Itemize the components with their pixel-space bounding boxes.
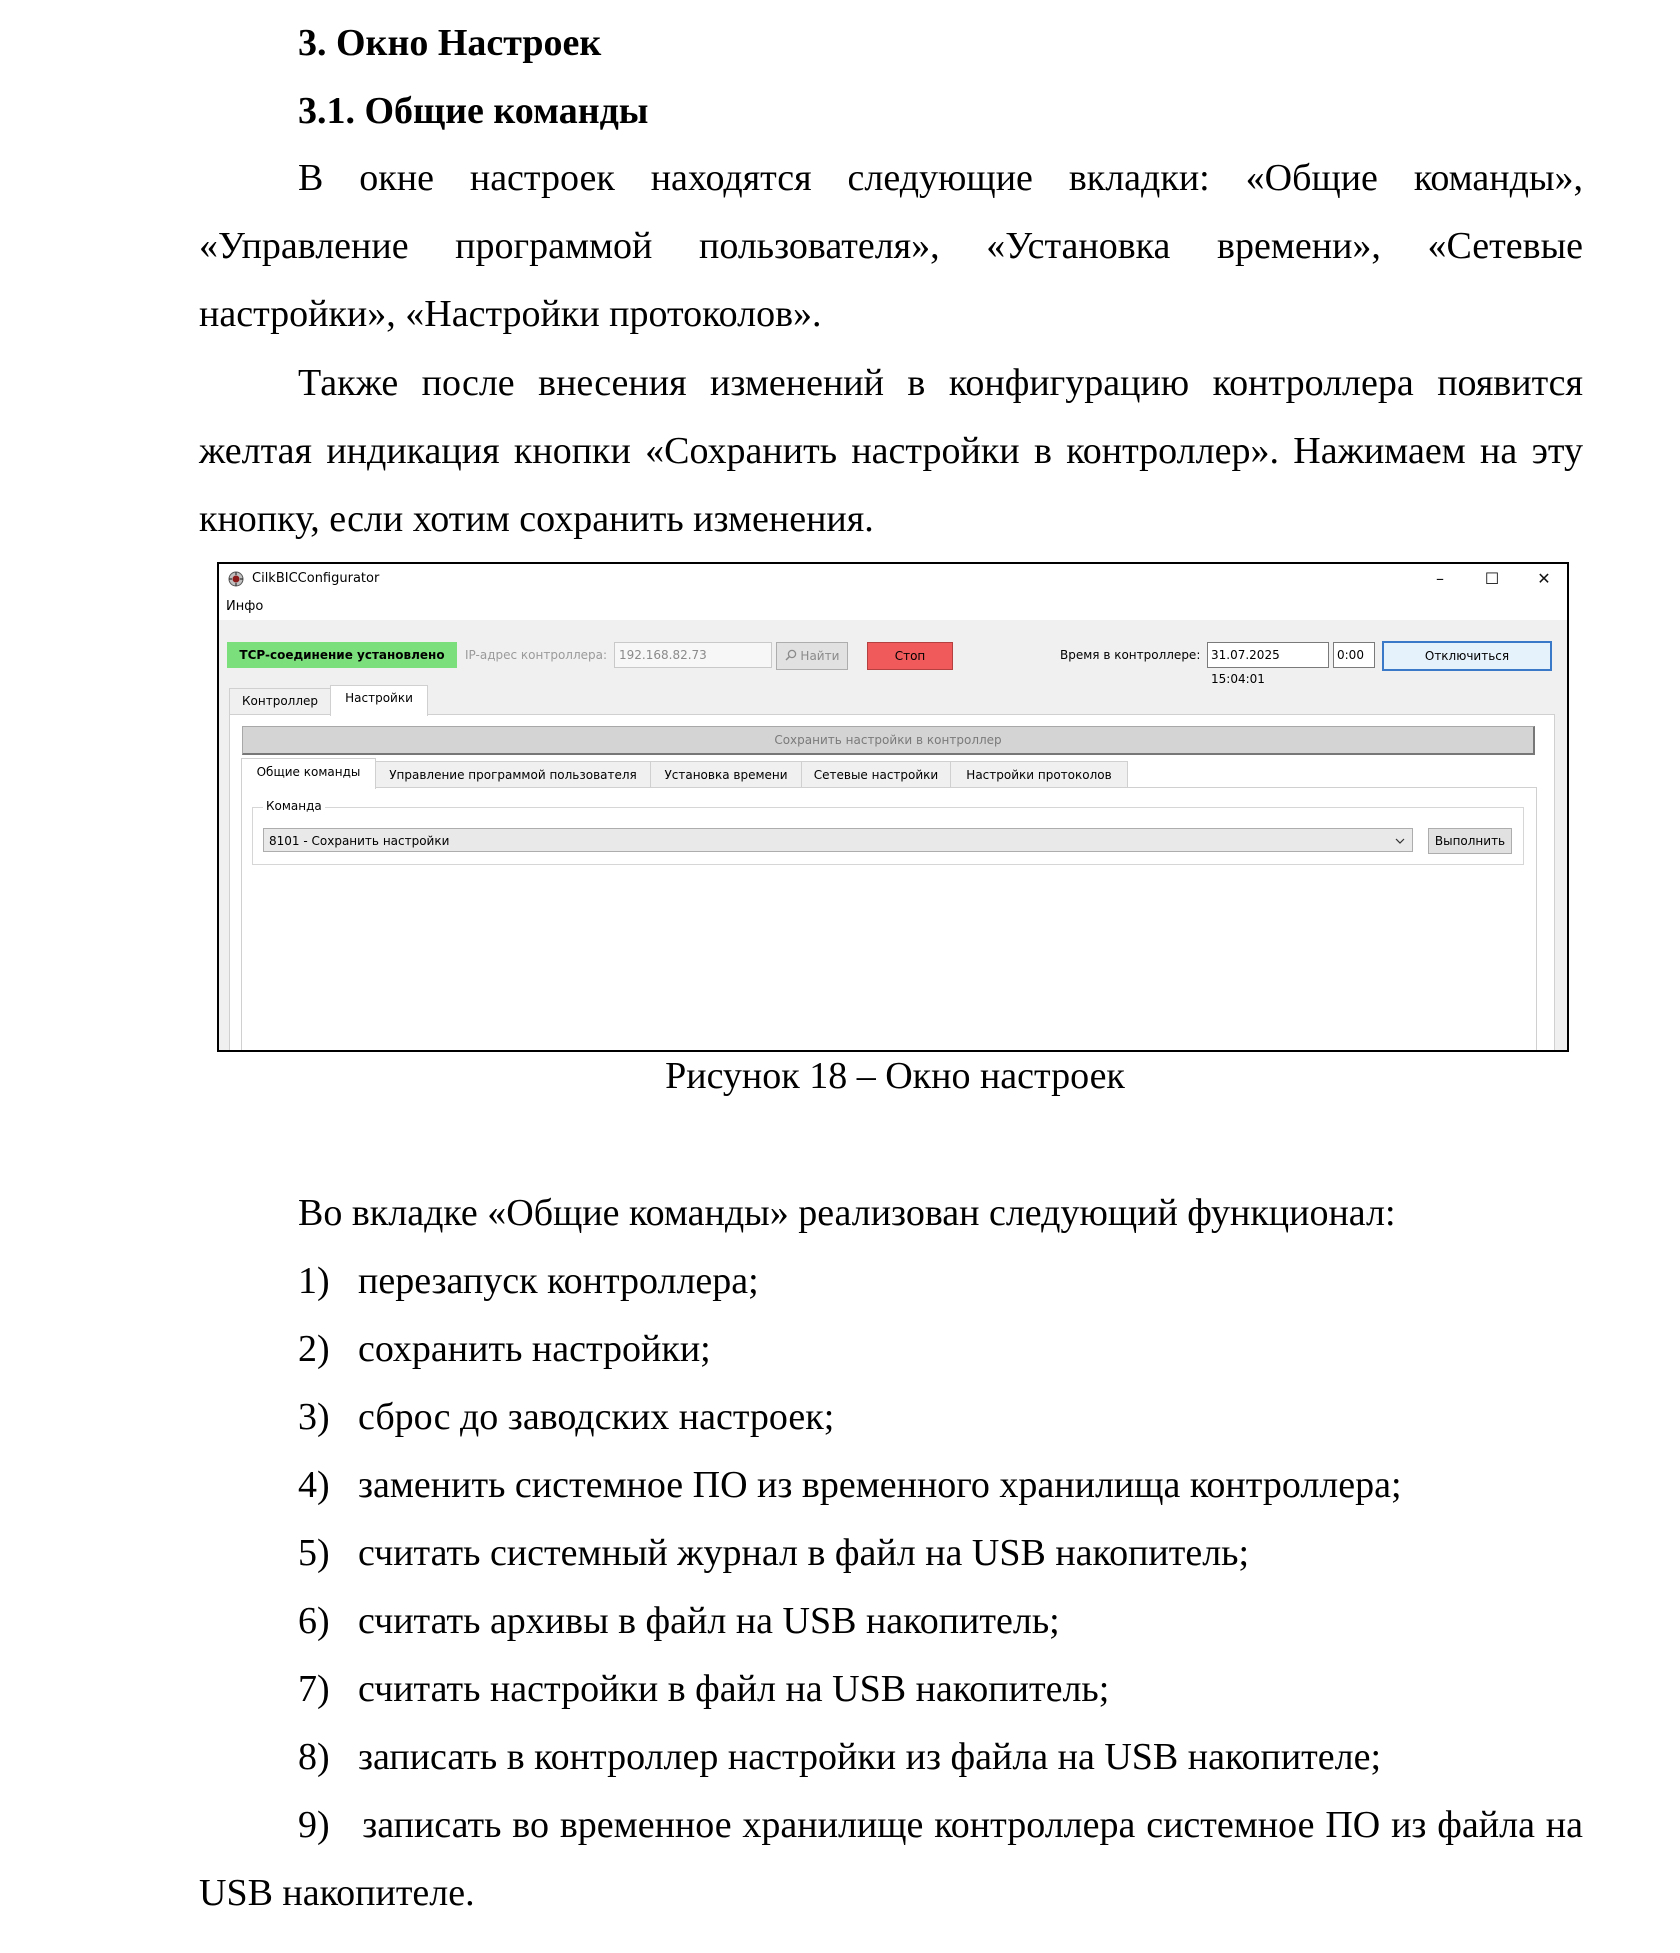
- controller-time-input[interactable]: 31.07.2025 15:04:01: [1207, 642, 1329, 668]
- connection-status-badge: TCP-соединение установлено: [227, 642, 457, 668]
- list-item: [298, 1326, 711, 1372]
- disconnect-button[interactable]: Отключиться: [1382, 641, 1552, 671]
- list-item: [298, 1598, 1060, 1644]
- app-window-screenshot: [217, 562, 1569, 1052]
- list-item-number: 7): [298, 1668, 330, 1710]
- title-bar: [219, 564, 1567, 594]
- timezone-input[interactable]: 0:00: [1333, 642, 1375, 668]
- minimize-icon[interactable]: –: [1436, 569, 1444, 588]
- list-item-text: сброс до заводских настроек;: [358, 1396, 835, 1438]
- figure-caption: Рисунок 18 – Окно настроек: [665, 1055, 1125, 1097]
- list-item: [298, 1666, 1109, 1712]
- find-button[interactable]: [776, 642, 848, 670]
- subtab-network-settings[interactable]: Сетевые настройки: [801, 761, 951, 788]
- list-item-text: заменить системное ПО из временного хранилища контроллера;: [358, 1464, 1402, 1506]
- list-item: [298, 1530, 1249, 1576]
- command-group-label: Команда: [263, 799, 325, 813]
- tab-controller[interactable]: Контроллер: [229, 688, 331, 715]
- subtab-user-program[interactable]: Управление программой пользователя: [375, 761, 651, 788]
- execute-button[interactable]: Выполнить: [1428, 828, 1512, 854]
- list-item-number: 9): [298, 1804, 330, 1846]
- list-item: [298, 1462, 1402, 1508]
- ip-address-input[interactable]: 192.168.82.73: [614, 642, 772, 668]
- list-item: [298, 1394, 834, 1440]
- list-item-text: перезапуск контроллера;: [358, 1260, 759, 1302]
- list-item-number: 6): [298, 1600, 330, 1642]
- subtab-protocol-settings[interactable]: Настройки протоколов: [950, 761, 1128, 788]
- chevron-down-icon: [1394, 829, 1406, 853]
- list-item-text: сохранить настройки;: [358, 1328, 711, 1370]
- paragraph-save-indication: Также после внесения изменений в конфигурацию контроллера появится желтая индикация кнопки «Сохранить настройки в контроллер». Нажимаем на эту кнопку, если хотим сохранить изменения.: [199, 362, 1583, 540]
- list-item: [298, 1734, 1381, 1780]
- list-item-number: 1): [298, 1260, 330, 1302]
- stop-button[interactable]: Стоп: [867, 642, 953, 670]
- menu-bar: [219, 594, 1567, 620]
- ip-address-label: IP-адрес контроллера:: [465, 648, 608, 662]
- list-item-number: 5): [298, 1532, 330, 1574]
- list-item-text: считать настройки в файл на USB накопитель;: [358, 1668, 1110, 1710]
- list-item-number: 8): [298, 1736, 330, 1778]
- save-settings-to-controller-button[interactable]: Сохранить настройки в контроллер: [242, 726, 1535, 755]
- list-item-wrapped: [199, 1791, 1583, 1927]
- command-selected-value: 8101 - Сохранить настройки: [269, 834, 450, 848]
- search-icon: [785, 649, 797, 661]
- list-intro: Во вкладке «Общие команды» реализован следующий функционал:: [298, 1192, 1396, 1234]
- section-heading: 3. Окно Настроек: [298, 22, 602, 64]
- controller-time-label: Время в контроллере:: [1060, 648, 1201, 662]
- tab-settings[interactable]: Настройки: [330, 685, 428, 716]
- list-item: [298, 1258, 759, 1304]
- command-select[interactable]: [263, 828, 1413, 852]
- list-item-text: записать в контроллер настройки из файла на USB накопителе;: [358, 1736, 1382, 1778]
- maximize-icon[interactable]: ☐: [1484, 569, 1500, 588]
- subsection-heading: 3.1. Общие команды: [298, 90, 649, 132]
- list-item-number: 4): [298, 1464, 330, 1506]
- list-item-text: записать во временное хранилище контроллера системное ПО из файла на USB накопителе.: [199, 1804, 1583, 1914]
- find-button-label: Найти: [800, 649, 840, 663]
- paragraph-tabs-overview: В окне настроек находятся следующие вкладки: «Общие команды», «Управление программой пользователя», «Установка времени», «Сетевые настройки», «Настройки протоколов».: [199, 157, 1583, 335]
- list-item-number: 3): [298, 1396, 330, 1438]
- window-title: CilkBICConfigurator: [252, 571, 380, 586]
- list-item-text: считать архивы в файл на USB накопитель;: [358, 1600, 1060, 1642]
- list-item-text: считать системный журнал в файл на USB накопитель;: [358, 1532, 1250, 1574]
- menu-info[interactable]: Инфо: [226, 599, 264, 614]
- app-logo-icon: [228, 571, 244, 587]
- subtab-time-setting[interactable]: Установка времени: [650, 761, 802, 788]
- subtab-general-commands[interactable]: Общие команды: [241, 758, 376, 789]
- close-icon[interactable]: ✕: [1537, 569, 1551, 588]
- list-item-number: 2): [298, 1328, 330, 1370]
